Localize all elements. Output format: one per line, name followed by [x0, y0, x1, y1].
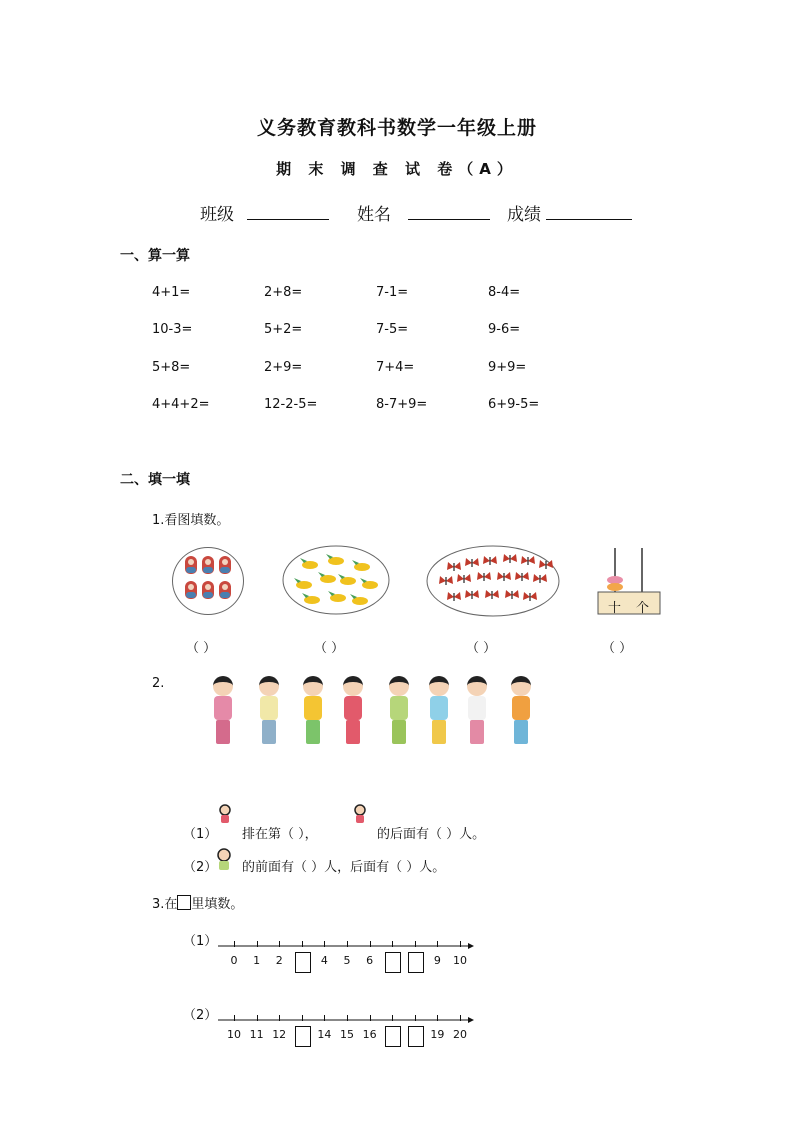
answer-blank-abacus[interactable]: （ ）	[602, 641, 633, 656]
number-line-tick	[460, 941, 461, 947]
equation-item: 9-6=	[488, 322, 521, 337]
abacus-tens-label: 十	[608, 601, 622, 616]
child-girl-3	[300, 676, 326, 748]
number-line-answer-box[interactable]	[408, 1026, 424, 1047]
number-line-label: 15	[340, 1028, 354, 1041]
children-queue	[210, 676, 550, 752]
page-title: 义务教育教科书数学一年级上册	[256, 117, 537, 139]
doll-icon	[219, 556, 231, 574]
number-line-tick	[370, 941, 371, 947]
equation-item: 9+9=	[488, 360, 527, 375]
number-line-label: 10	[453, 954, 467, 967]
number-line-label: 11	[249, 1028, 264, 1041]
number-line-tick	[392, 941, 393, 947]
equation-item: 7-1=	[376, 285, 409, 300]
number-line-label: 2	[275, 954, 283, 967]
number-line-tick	[257, 941, 258, 947]
name-label: 姓名	[357, 205, 391, 225]
abacus-bead	[607, 576, 623, 584]
number-line-tick	[234, 941, 235, 947]
number-line-tick	[347, 941, 348, 947]
answer-blank-birds[interactable]: （ ）	[314, 641, 345, 656]
answer-blank-butterflies[interactable]: （ ）	[466, 641, 497, 656]
number-line-tick	[257, 1015, 258, 1021]
score-field	[507, 200, 632, 225]
number-line-answer-box[interactable]	[295, 1026, 311, 1047]
number-line-1	[216, 940, 476, 980]
butterflies-picture	[426, 545, 560, 617]
class-blank[interactable]	[247, 203, 329, 220]
equation-item: 7+4=	[376, 360, 415, 375]
equation-item: 2+8=	[264, 285, 303, 300]
number-line-label: 10	[227, 1028, 241, 1041]
equation-item: 6+9-5=	[488, 397, 540, 412]
child-girl-7	[464, 676, 490, 748]
equation-item: 8-7+9=	[376, 397, 428, 412]
doll-icon	[219, 581, 231, 599]
q2-line2-prefix: （2）	[183, 860, 218, 875]
child-girl-1	[210, 676, 236, 748]
number-line-answer-box[interactable]	[408, 952, 424, 973]
q3-label-start: 3.在	[152, 897, 178, 912]
equation-item: 7-5=	[376, 322, 409, 337]
number-line-label: 4	[320, 954, 328, 967]
number-line-tick	[460, 1015, 461, 1021]
number-line-tick	[347, 1015, 348, 1021]
q1-label: 1.看图填数。	[152, 513, 230, 528]
number-line-label: 9	[433, 954, 441, 967]
q3-line1-prefix: （1）	[183, 934, 218, 949]
girl-icon	[352, 804, 368, 824]
number-line-answer-box[interactable]	[385, 1026, 401, 1047]
section2-heading: 二、填一填	[120, 472, 190, 488]
q2-line1-prefix: （1）	[183, 827, 218, 842]
score-blank[interactable]	[546, 203, 632, 220]
answer-blank-dolls[interactable]: （ ）	[186, 641, 217, 656]
number-line-tick	[392, 1015, 393, 1021]
number-line-label: 16	[362, 1028, 377, 1041]
child-girl-4	[340, 676, 366, 748]
doll-icon	[185, 556, 197, 574]
child-boy-2	[256, 676, 282, 748]
name-blank[interactable]	[408, 203, 490, 220]
q2-line1-end: 的后面有（ ）人。	[377, 827, 486, 842]
number-line-tick	[415, 941, 416, 947]
doll-icon	[202, 581, 214, 599]
number-line-label: 0	[230, 954, 238, 967]
equation-item: 5+8=	[152, 360, 191, 375]
number-line-tick	[415, 1015, 416, 1021]
boy-icon	[215, 848, 233, 872]
q2-line2-text: 的前面有（ ）人，后面有（ ）人。	[242, 860, 446, 875]
equation-item: 4+4+2=	[152, 397, 210, 412]
child-boy-8	[508, 676, 534, 748]
number-line-tick	[302, 1015, 303, 1021]
q2-label: 2.	[152, 676, 165, 691]
q2-line1-mid: 排在第（ ），	[242, 827, 318, 842]
name-field	[357, 200, 490, 225]
class-field	[200, 200, 329, 225]
q3-label-end: 里填数。	[191, 897, 244, 912]
number-line-label: 1	[253, 954, 261, 967]
class-label: 班级	[200, 205, 234, 225]
number-line-label: 6	[366, 954, 374, 967]
number-line-tick	[437, 1015, 438, 1021]
number-line-2	[216, 1014, 476, 1054]
number-line-tick	[302, 941, 303, 947]
number-line-label: 12	[272, 1028, 287, 1041]
number-line-tick	[324, 1015, 325, 1021]
equation-item: 2+9=	[264, 360, 303, 375]
number-line-tick	[437, 941, 438, 947]
equation-item: 4+1=	[152, 285, 191, 300]
abacus-bead	[607, 583, 623, 591]
square-box-icon	[177, 895, 191, 910]
q3-line2-prefix: （2）	[183, 1008, 218, 1023]
q3-label	[152, 893, 243, 912]
equation-item: 10-3=	[152, 322, 193, 337]
abacus-picture	[596, 546, 662, 618]
number-line-answer-box[interactable]	[385, 952, 401, 973]
child-boy-6	[426, 676, 452, 748]
abacus-ones-label: 个	[636, 601, 650, 616]
doll-icon	[185, 581, 197, 599]
number-line-tick	[279, 1015, 280, 1021]
number-line-label: 5	[343, 954, 351, 967]
child-boy-5	[386, 676, 412, 748]
dolls-picture	[172, 547, 244, 615]
number-line-label: 14	[317, 1028, 332, 1041]
equation-item: 8-4=	[488, 285, 521, 300]
equation-item: 12-2-5=	[264, 397, 318, 412]
number-line-label: 19	[430, 1028, 445, 1041]
doll-icon	[202, 556, 214, 574]
number-line-tick	[234, 1015, 235, 1021]
score-label: 成绩	[507, 205, 541, 225]
number-line-tick	[324, 941, 325, 947]
number-line-tick	[370, 1015, 371, 1021]
page-subtitle: 期 末 调 查 试 卷（A）	[276, 160, 518, 178]
number-line-answer-box[interactable]	[295, 952, 311, 973]
birds-picture	[282, 545, 390, 615]
number-line-tick	[279, 941, 280, 947]
girl-icon	[217, 804, 233, 824]
equation-item: 5+2=	[264, 322, 303, 337]
section1-heading: 一、算一算	[120, 248, 190, 264]
number-line-label: 20	[453, 1028, 467, 1041]
